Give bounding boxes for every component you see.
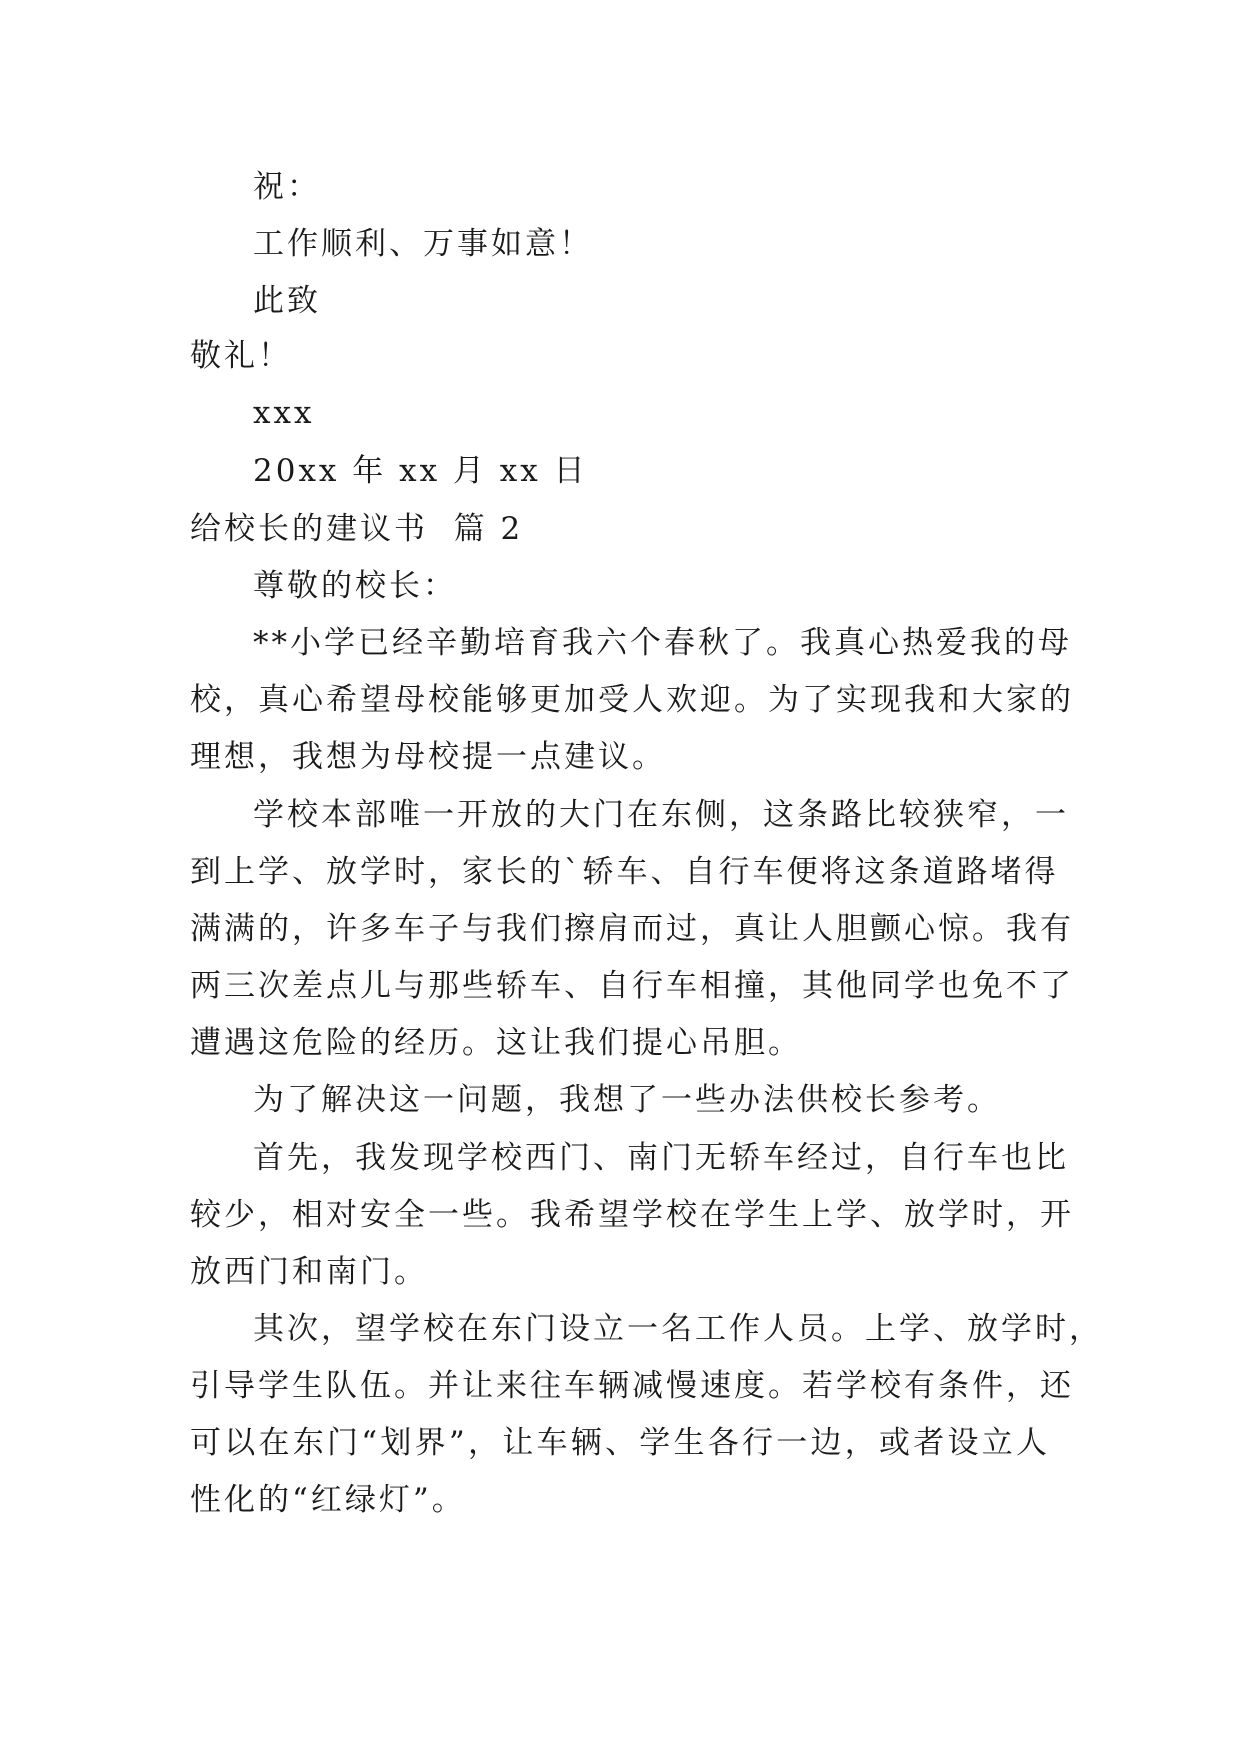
salute-line: 敬礼！ (190, 338, 292, 374)
wish-line: 工作顺利、万事如意！ (253, 226, 593, 262)
salutation-line: 尊敬的校长： (253, 568, 457, 604)
paragraph-2-line: 到上学、放学时，家长的`轿车、自行车便将这条道路堵得 (190, 854, 1059, 890)
paragraph-2-line: 遭遇这危险的经历。这让我们提心吊胆。 (190, 1025, 802, 1061)
paragraph-4-line: 首先，我发现学校西门、南门无轿车经过，自行车也比 (253, 1140, 1069, 1176)
paragraph-1-line: 理想，我想为母校提一点建议。 (190, 739, 666, 775)
closing-line: 此致 (253, 283, 321, 319)
paragraph-5-line: 性化的“红绿灯”。 (190, 1482, 466, 1518)
paragraph-2-line: 两三次差点儿与那些轿车、自行车相撞，其他同学也免不了 (190, 968, 1074, 1004)
paragraph-4-line: 放西门和南门。 (190, 1254, 428, 1290)
paragraph-1-line: **小学已经辛勤培育我六个春秋了。我真心热爱我的母 (253, 625, 1072, 661)
paragraph-5-line: 引导学生队伍。并让来往车辆减慢速度。若学校有条件，还 (190, 1368, 1074, 1404)
paragraph-1-line: 校，真心希望母校能够更加受人欢迎。为了实现我和大家的 (190, 682, 1074, 718)
signature-line: xxx (253, 395, 315, 431)
paragraph-2-line: 学校本部唯一开放的大门在东侧，这条路比较狭窄，一 (253, 797, 1069, 833)
paragraph-4-line: 较少，相对安全一些。我希望学校在学生上学、放学时，开 (190, 1197, 1074, 1233)
paragraph-2-line: 满满的，许多车子与我们擦肩而过，真让人胆颤心惊。我有 (190, 911, 1074, 947)
date-line: 20xx 年 xx 月 xx 日 (253, 453, 588, 489)
greeting-line: 祝： (253, 169, 321, 205)
paragraph-5-line: 其次，望学校在东门设立一名工作人员。上学、放学时， (253, 1311, 1103, 1347)
paragraph-5-line: 可以在东门“划界”，让车辆、学生各行一边，或者设立人 (190, 1425, 1050, 1461)
section-title: 给校长的建议书 篇 2 (190, 511, 524, 547)
paragraph-3-line: 为了解决这一问题，我想了一些办法供校长参考。 (253, 1082, 1001, 1118)
